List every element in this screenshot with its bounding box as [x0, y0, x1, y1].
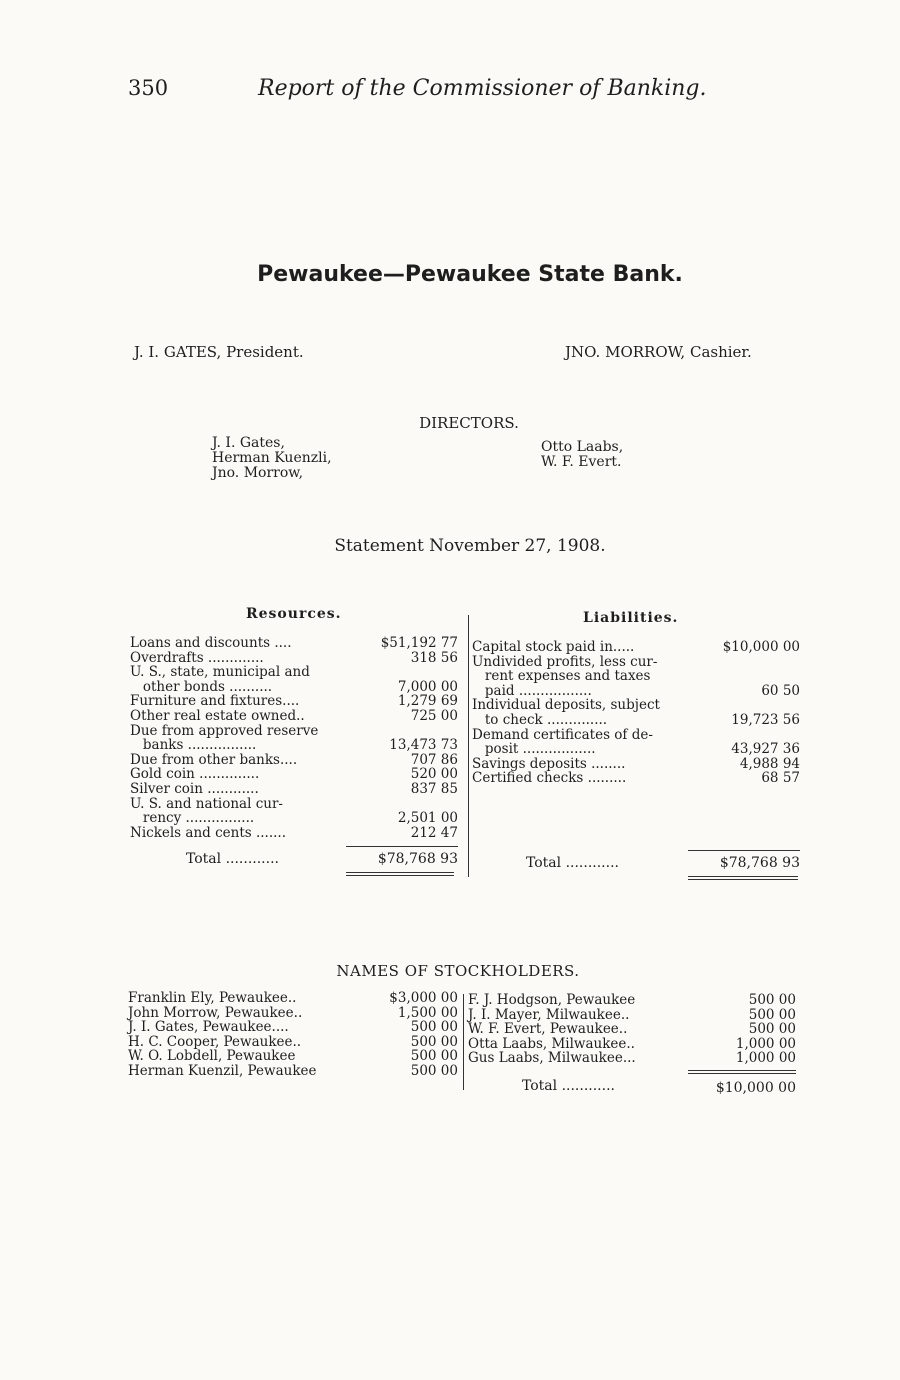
- stockholder-amount: 500 00: [410, 1048, 458, 1065]
- table-row: [130, 665, 458, 680]
- director-name: Otto Laabs,: [541, 439, 624, 455]
- row-label: Savings deposits ........: [472, 755, 626, 772]
- liabilities-total-label: Total ............: [526, 855, 619, 871]
- table-row: [472, 771, 800, 786]
- liabilities-total-amount: $78,768 93: [719, 855, 800, 871]
- stockholder-amount: 500 00: [748, 1006, 796, 1023]
- row-label: Loans and discounts ....: [130, 635, 292, 651]
- stockholder-name: J. I. Gates, Pewaukee....: [128, 1019, 289, 1036]
- stockholder-name: W. O. Lobdell, Pewaukee: [128, 1048, 296, 1065]
- cashier-line: JNO. MORROW, Cashier.: [565, 343, 752, 361]
- table-row: [130, 753, 458, 768]
- row-label: paid .................: [472, 682, 592, 699]
- row-amount: $10,000 00: [722, 639, 800, 655]
- row-label: Certified checks .........: [472, 770, 627, 787]
- stockholder-amount: 500 00: [748, 992, 796, 1008]
- row-label: other bonds ..........: [130, 678, 273, 695]
- table-row: [130, 651, 458, 666]
- table-row: [130, 709, 458, 724]
- row-label: U. S. and national cur-: [130, 795, 283, 812]
- table-row: [130, 694, 458, 709]
- row-label: Other real estate owned..: [130, 707, 305, 724]
- stockholders-total-amount: $10,000 00: [715, 1080, 796, 1096]
- table-row: [468, 1051, 796, 1066]
- stockholder-name: F. J. Hodgson, Pewaukee: [468, 992, 636, 1008]
- row-label: Undivided profits, less cur-: [472, 653, 658, 670]
- table-row: [128, 1035, 458, 1050]
- table-row: [472, 684, 800, 699]
- table-row: [472, 669, 800, 684]
- table-row: [128, 1049, 458, 1064]
- row-amount: 318 56: [410, 649, 458, 666]
- table-row: [128, 1006, 458, 1021]
- row-label: Due from other banks....: [130, 751, 298, 768]
- liabilities-total-double-rule: [688, 876, 798, 880]
- directors-right-list: [541, 440, 623, 470]
- row-amount: 7,000 00: [397, 678, 458, 695]
- page-number: 350: [128, 76, 169, 100]
- row-amount: 13,473 73: [389, 737, 458, 754]
- stockholder-amount: 1,000 00: [735, 1050, 796, 1067]
- row-label: Nickels and cents .......: [130, 824, 287, 841]
- row-amount: 212 47: [410, 824, 458, 841]
- stockholder-name: H. C. Cooper, Pewaukee..: [128, 1033, 302, 1050]
- table-row: [472, 655, 800, 670]
- table-row: [468, 1008, 796, 1023]
- statement-title: Statement November 27, 1908.: [334, 536, 606, 556]
- table-row: [472, 713, 800, 728]
- row-label: banks ................: [130, 737, 257, 754]
- table-row: [130, 738, 458, 753]
- row-amount: 520 00: [410, 766, 458, 783]
- row-label: Furniture and fixtures....: [130, 693, 300, 710]
- stockholder-amount: 500 00: [748, 1021, 796, 1038]
- resources-heading: Resources.: [246, 606, 342, 622]
- table-row: [130, 782, 458, 797]
- table-row: [128, 991, 458, 1006]
- stockholder-amount: $3,000 00: [389, 990, 458, 1006]
- table-row: [130, 767, 458, 782]
- resources-total-double-rule: [346, 872, 454, 876]
- stockholders-left-table: [128, 991, 458, 1079]
- row-amount: 707 86: [410, 751, 458, 768]
- row-label: rency ................: [130, 810, 255, 827]
- row-label: rent expenses and taxes: [472, 668, 651, 685]
- stockholder-amount: 1,500 00: [397, 1004, 458, 1021]
- row-label: Gold coin ..............: [130, 766, 260, 783]
- liabilities-sum-rule: [688, 850, 800, 851]
- director-name: J. I. Gates,: [212, 435, 285, 451]
- stockholders-double-rule: [688, 1070, 796, 1074]
- stockholder-amount: 500 00: [410, 1019, 458, 1036]
- row-amount: 837 85: [410, 780, 458, 797]
- stockholder-amount: 500 00: [410, 1033, 458, 1050]
- stockholder-amount: 1,000 00: [735, 1035, 796, 1052]
- table-row: [472, 757, 800, 772]
- stockholder-name: J. I. Mayer, Milwaukee..: [468, 1006, 630, 1023]
- row-amount: 1,279 69: [397, 693, 458, 710]
- resources-sum-rule: [346, 846, 458, 847]
- row-amount: 725 00: [410, 707, 458, 724]
- director-name: Herman Kuenzli,: [212, 450, 332, 466]
- stockholders-divider: [463, 994, 464, 1090]
- president-line: J. I. GATES, President.: [134, 343, 304, 361]
- table-row: [472, 728, 800, 743]
- stockholders-heading: NAMES OF STOCKHOLDERS.: [336, 962, 580, 980]
- stockholder-name: Gus Laabs, Milwaukee...: [468, 1050, 636, 1067]
- table-row: [472, 742, 800, 757]
- row-amount: 60 50: [761, 682, 800, 699]
- row-amount: 43,927 36: [731, 741, 800, 758]
- row-amount: 2,501 00: [397, 810, 458, 827]
- director-name: W. F. Evert.: [541, 454, 622, 470]
- row-amount: 4,988 94: [739, 755, 800, 772]
- row-label: Capital stock paid in.....: [472, 639, 635, 655]
- table-row: [472, 698, 800, 713]
- stockholder-amount: 500 00: [410, 1062, 458, 1079]
- liabilities-heading: Liabilities.: [583, 610, 679, 626]
- table-row: [130, 724, 458, 739]
- stockholder-name: Otta Laabs, Milwaukee..: [468, 1035, 635, 1052]
- resources-total-amount: $78,768 93: [377, 851, 458, 867]
- stockholder-name: John Morrow, Pewaukee..: [128, 1004, 303, 1021]
- row-label: Overdrafts .............: [130, 649, 264, 666]
- table-row: [468, 1037, 796, 1052]
- bank-title: Pewaukee—Pewaukee State Bank.: [257, 262, 683, 287]
- table-row: [128, 1020, 458, 1035]
- stockholders-total-label: Total ............: [522, 1078, 615, 1094]
- row-label: Silver coin ............: [130, 780, 259, 797]
- row-label: posit .................: [472, 741, 596, 758]
- table-row: [468, 993, 796, 1008]
- running-head: Report of the Commissioner of Banking.: [258, 76, 707, 101]
- column-divider: [468, 615, 469, 877]
- table-row: [130, 797, 458, 812]
- table-row: [130, 811, 458, 826]
- row-label: Individual deposits, subject: [472, 697, 660, 714]
- directors-left-list: [212, 436, 332, 481]
- table-row: [130, 636, 458, 651]
- table-row: [472, 640, 800, 655]
- row-amount: 68 57: [761, 770, 800, 787]
- resources-total-label: Total ............: [186, 851, 279, 867]
- table-row: [128, 1064, 458, 1079]
- table-row: [130, 680, 458, 695]
- stockholder-name: W. F. Evert, Pewaukee..: [468, 1021, 628, 1038]
- row-label: Demand certificates of de-: [472, 726, 653, 743]
- table-row: [468, 1022, 796, 1037]
- row-label: Due from approved reserve: [130, 722, 319, 739]
- resources-table: [130, 636, 458, 840]
- stockholder-name: Herman Kuenzil, Pewaukee: [128, 1062, 317, 1079]
- row-label: U. S., state, municipal and: [130, 664, 310, 681]
- directors-heading: DIRECTORS.: [419, 414, 519, 432]
- table-row: [130, 826, 458, 841]
- liabilities-table: [472, 640, 800, 786]
- row-amount: $51,192 77: [380, 635, 458, 651]
- director-name: Jno. Morrow,: [212, 465, 304, 481]
- stockholder-name: Franklin Ely, Pewaukee..: [128, 990, 297, 1006]
- row-label: to check ..............: [472, 711, 608, 728]
- stockholders-right-table: [468, 993, 796, 1066]
- row-amount: 19,723 56: [731, 711, 800, 728]
